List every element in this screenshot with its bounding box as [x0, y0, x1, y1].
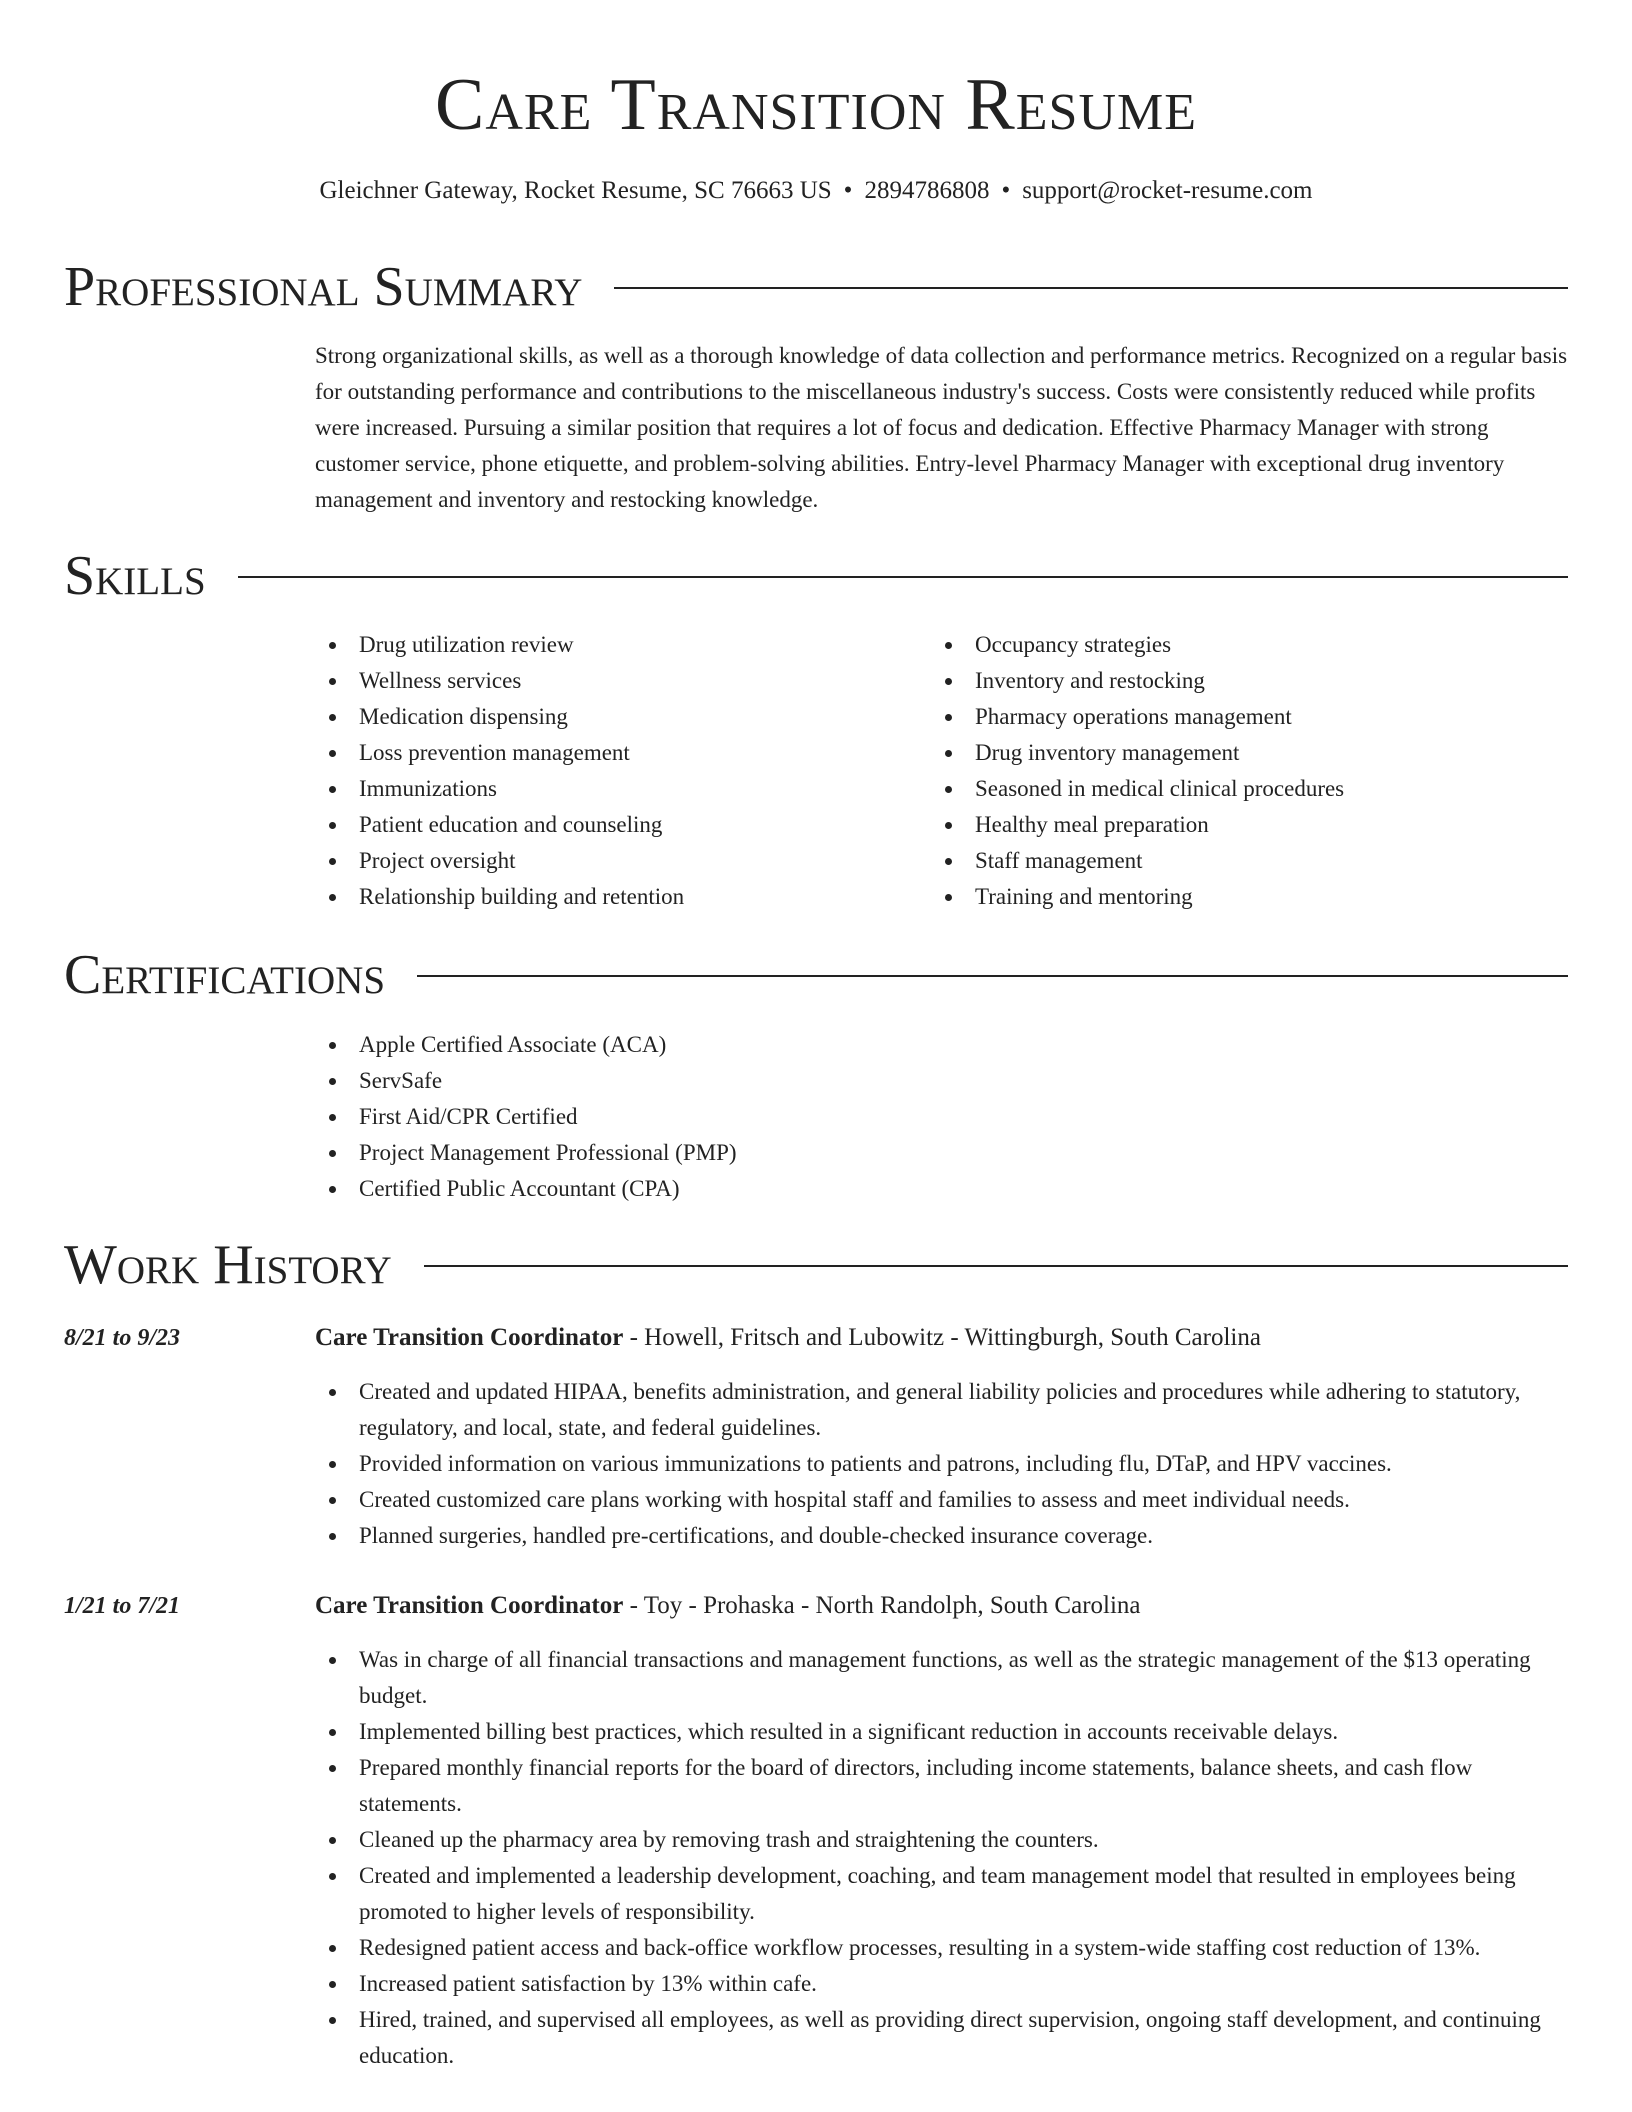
- certifications-list: [315, 1027, 1568, 1207]
- skill-item: Relationship building and retention: [315, 879, 915, 915]
- skills-list-right: [931, 627, 1568, 915]
- job-title: Care Transition Coordinator: [315, 1592, 624, 1619]
- section-divider: [614, 287, 1568, 289]
- skill-item: Wellness services: [315, 663, 915, 699]
- job-dates: 1/21 to 7/21: [64, 1593, 181, 1619]
- certification-item: Apple Certified Associate (ACA): [315, 1027, 1568, 1063]
- job-employer: - Toy - Prohaska - North Randolph, South Carolina: [623, 1592, 1141, 1619]
- skill-item: Immunizations: [315, 771, 915, 807]
- job-bullet: Increased patient satisfaction by 13% within cafe.: [315, 1966, 1568, 2002]
- certifications-section-header: [64, 943, 1568, 1007]
- job-bullet: Redesigned patient access and back-office workflow processes, resulting in a system-wide staffing cost reduction of 13%.: [315, 1930, 1568, 1966]
- certification-item: Certified Public Accountant (CPA): [315, 1171, 1568, 1207]
- contact-separator: •: [1001, 177, 1011, 204]
- skill-item: Project oversight: [315, 843, 915, 879]
- job-bullet: Planned surgeries, handled pre-certifications, and double-checked insurance coverage.: [315, 1518, 1568, 1554]
- job-bullet: Hired, trained, and supervised all employees, as well as providing direct supervision, ongoing staff development, and continuing education.: [315, 2002, 1568, 2074]
- summary-section-header: [64, 255, 1568, 319]
- contact-phone: 2894786808: [864, 177, 990, 204]
- work-history-heading: Work History: [64, 1234, 392, 1296]
- contact-separator: •: [843, 177, 853, 204]
- skill-item: Training and mentoring: [931, 879, 1568, 915]
- section-divider: [238, 576, 1568, 578]
- skill-item: Occupancy strategies: [931, 627, 1568, 663]
- skill-item: Healthy meal preparation: [931, 807, 1568, 843]
- certification-item: Project Management Professional (PMP): [315, 1135, 1568, 1171]
- skill-item: Drug utilization review: [315, 627, 915, 663]
- job-heading: [315, 1588, 1568, 1624]
- certifications-heading: Certifications: [64, 944, 386, 1006]
- job-bullets: [315, 1642, 1568, 2074]
- job-bullet: Cleaned up the pharmacy area by removing trash and straightening the counters.: [315, 1822, 1568, 1858]
- summary-text: Strong organizational skills, as well as a thorough knowledge of data collection and performance metrics. Recognized on a regular basis for outstanding performance and contributions to the miscellaneous industry's success. Costs were consistently reduced while profits were increased. Pursuing a similar position that requires a lot of focus and dedication. Effective Pharmacy Manager with strong customer service, phone etiquette, and problem-solving abilities. Entry-level Pharmacy Manager with exceptional drug inventory management and inventory and restocking knowledge.: [315, 343, 1568, 512]
- certification-item: ServSafe: [315, 1063, 1568, 1099]
- resume-title: Care Transition Resume: [434, 64, 1198, 146]
- job-dates: 8/21 to 9/23: [64, 1325, 181, 1351]
- contact-line: [0, 176, 1632, 206]
- skill-item: Pharmacy operations management: [931, 699, 1568, 735]
- certification-item: First Aid/CPR Certified: [315, 1099, 1568, 1135]
- job-bullet: Was in charge of all financial transactions and management functions, as well as the strategic management of the $13 operating budget.: [315, 1642, 1568, 1714]
- skills-list-left: [315, 627, 915, 915]
- job-heading: [315, 1320, 1568, 1356]
- job-bullet: Created customized care plans working with hospital staff and families to assess and meet individual needs.: [315, 1482, 1568, 1518]
- job-bullet: Prepared monthly financial reports for the board of directors, including income statements, balance sheets, and cash flow statements.: [315, 1750, 1568, 1822]
- section-divider: [424, 1265, 1568, 1267]
- skill-item: Seasoned in medical clinical procedures: [931, 771, 1568, 807]
- work-history-section-header: [64, 1233, 1568, 1297]
- job-employer: - Howell, Fritsch and Lubowitz - Wittingburgh, South Carolina: [623, 1324, 1261, 1351]
- skills-section-header: [64, 544, 1568, 608]
- summary-heading: Professional Summary: [64, 256, 583, 318]
- job-bullet: Implemented billing best practices, which resulted in a significant reduction in accounts receivable delays.: [315, 1714, 1568, 1750]
- skill-item: Staff management: [931, 843, 1568, 879]
- job-bullet: Created and implemented a leadership development, coaching, and team management model that resulted in employees being promoted to higher levels of responsibility.: [315, 1858, 1568, 1930]
- job-bullet: Provided information on various immunizations to patients and patrons, including flu, DTaP, and HPV vaccines.: [315, 1446, 1568, 1482]
- skill-item: Patient education and counseling: [315, 807, 915, 843]
- skill-item: Medication dispensing: [315, 699, 915, 735]
- job-bullet: Created and updated HIPAA, benefits administration, and general liability policies and procedures while adhering to statutory, regulatory, and local, state, and federal guidelines.: [315, 1374, 1568, 1446]
- skill-item: Drug inventory management: [931, 735, 1568, 771]
- contact-email: support@rocket-resume.com: [1022, 177, 1313, 204]
- section-divider: [417, 975, 1568, 977]
- skills-heading: Skills: [64, 545, 206, 607]
- job-bullets: [315, 1374, 1568, 1554]
- skill-item: Loss prevention management: [315, 735, 915, 771]
- skill-item: Inventory and restocking: [931, 663, 1568, 699]
- contact-address: Gleichner Gateway, Rocket Resume, SC 76663 US: [319, 177, 832, 204]
- job-title: Care Transition Coordinator: [315, 1324, 624, 1351]
